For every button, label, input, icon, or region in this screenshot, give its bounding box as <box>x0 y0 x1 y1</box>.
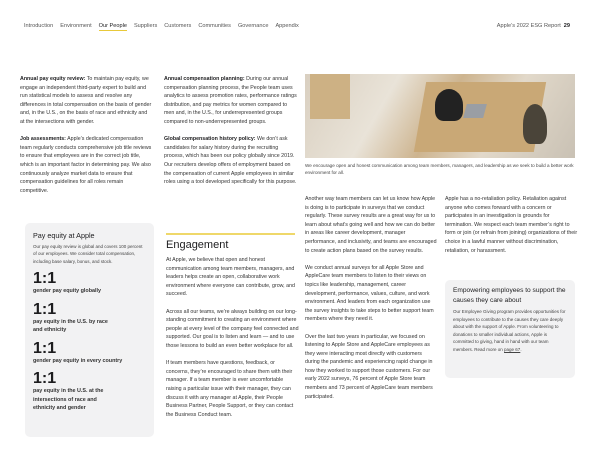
paragraph <box>164 75 297 127</box>
stat-value: 1:1 <box>33 300 57 318</box>
nav-customers[interactable]: Customers <box>164 23 192 29</box>
stat-intersection-us <box>33 370 146 413</box>
nav-introduction[interactable]: Introduction <box>24 23 54 29</box>
column-3 <box>305 195 438 401</box>
paragraph-title: Global compensation history policy: <box>164 136 256 143</box>
paragraph-text: Apple’s dedicated compensation team regularly conducts comprehensive job title reviews to ensure that employees are in the correct job title, which is an important factor in determining pay. We also continuously analyze market data to ensure that compensation guidelines for all roles remain competitive. <box>20 136 152 194</box>
stat-gender-country <box>33 340 146 366</box>
paragraph: At Apple, we believe that open and honest communication among team members, managers, and leaders helps create an open, collaborative work environment where everyone can contribute, grow, and succeed. <box>166 257 295 298</box>
engagement-heading: Engagement <box>166 239 229 251</box>
page-number: 29 <box>563 23 570 29</box>
report-header <box>497 23 570 29</box>
pay-equity-box <box>25 223 154 437</box>
stat-value: 1:1 <box>33 370 57 388</box>
nav-suppliers[interactable]: Suppliers <box>133 23 158 29</box>
report-title: Apple’s 2022 ESG Report <box>496 23 561 29</box>
paragraph-text: We don’t ask candidates for salary history during the recruiting process, which has been our policy globally since 2019. Our recruiters develop offers of employment based on the compensation of current Apple employees in similar roles using a tool developed specifically for this purpose. <box>164 136 297 186</box>
stat-value: 1:1 <box>33 270 57 288</box>
heading-rule <box>166 233 295 235</box>
paragraph: Across all our teams, we’re always building on our long-standing commitment to creating an environment where people at every level of the company feel connected and supported. Our goal is to listen and learn — and to use those lessons to build an even better workplace for all. <box>166 308 299 349</box>
stat-label: pay equity in the U.S. by race and ethnicity <box>33 318 108 334</box>
paragraph: Apple has a no-retaliation policy. Retaliation against anyone who comes forward with a concern or participates in an investigation is grounds for termination. We respect each team member’s right to form or join (or refrain from joining) organizations of their choice in a lawful manner without discrimination, retaliation, or harassment. <box>445 196 578 254</box>
stat-label: gender pay equity in every country <box>33 357 123 364</box>
paragraph-text: To maintain pay equity, we engage an independent third-party expert to build and run statistical models to assess and resolve any differences in total compensation on the basis of gender and, in the U.S., on the basis of race and ethnicity and at the intersections with gender. <box>20 76 152 125</box>
column-1 <box>20 75 152 195</box>
stat-label: gender pay equity globally <box>33 288 101 295</box>
page-67-link[interactable]: page 67 <box>504 346 521 352</box>
empowering-body <box>453 308 567 354</box>
section-nav <box>24 23 299 31</box>
body-end: . <box>520 346 522 352</box>
stat-race-us <box>33 301 146 335</box>
nav-communities[interactable]: Communities <box>198 23 231 29</box>
stat-label: pay equity in the U.S. at the intersections of race and ethnicity and gender <box>33 388 104 412</box>
paragraph: Over the last two years in particular, we focused on listening to Apple Store and AppleCare employees as they were interacting most directly with customers during the pandemic and experiencing rapid change in how they worked to support those customers. For our early 2022 surveys, 76 percent of Apple Store team members and 73 percent of AppleCare team members participated. <box>305 333 433 400</box>
team-members-photo <box>305 74 575 158</box>
engagement-body <box>166 256 299 419</box>
nav-governance[interactable]: Governance <box>237 23 269 29</box>
paragraph: Another way team members can let us know how Apple is doing is to participate in surveys that we conduct regularly. These survey results are a great way for us to learn about what’s going well and how we can do better in areas like career development, manager performance, and inclusivity, and teams are encouraged to create action plans based on the survey results. <box>305 196 437 254</box>
nav-our-people[interactable]: Our People <box>98 23 127 29</box>
photo-caption: We encourage open and honest communication among team members, managers, and leadership as we seek to build a better work environment for all. <box>305 163 574 176</box>
column-4 <box>445 195 578 255</box>
paragraph <box>164 135 297 187</box>
pay-equity-intro: Our pay equity review is global and covers 100 percent of our employees. We consider total compensation, including base salary, bonus, and stock. <box>33 244 143 264</box>
empowering-title: Empowering employees to support the causes they care about <box>453 287 566 304</box>
paragraph-title: Annual pay equity review: <box>20 76 86 82</box>
paragraph: We conduct annual surveys for all Apple Store and AppleCare team members to listen to their views on topics like leadership, management, career development, performance, values, culture, and work environment. And leaders from each organization use the survey insights to take steps to better support team members where they need it. <box>305 264 434 323</box>
stat-value: 1:1 <box>33 339 57 357</box>
paragraph: If team members have questions, feedback, or concerns, they’re encouraged to share them with their manager. If a team member is ever uncomfortable raising a particular issue with their manager, they can discuss it with any manager at Apple, their People Business Partner, People Support, or they can contact the Business Conduct team. <box>166 360 294 418</box>
paragraph <box>20 75 152 127</box>
stat-gender-global <box>33 270 146 296</box>
nav-appendix[interactable]: Appendix <box>275 23 299 29</box>
paragraph-title: Annual compensation planning: <box>164 76 245 82</box>
empowering-box <box>445 280 575 378</box>
body-text: Our Employee Giving program provides opportunities for employees to contribute to the causes they care deeply about with the support of Apple. From volunteering to donations to smaller individual actions, Apple is committed to giving, hand in hand with our team members. Read more on <box>453 309 566 352</box>
pay-equity-title: Pay equity at Apple <box>33 231 95 240</box>
paragraph-text: During our annual compensation planning process, the People team uses analytics to assess promotion rates, performance ratings distribution, and pay metrics for women compared to men and, in the U.S., for underrepresented groups compared to non-underrepresented groups. <box>164 76 297 125</box>
nav-environment[interactable]: Environment <box>60 23 92 29</box>
column-2 <box>164 75 297 187</box>
paragraph <box>20 135 152 195</box>
paragraph-title: Job assessments: <box>20 136 66 143</box>
